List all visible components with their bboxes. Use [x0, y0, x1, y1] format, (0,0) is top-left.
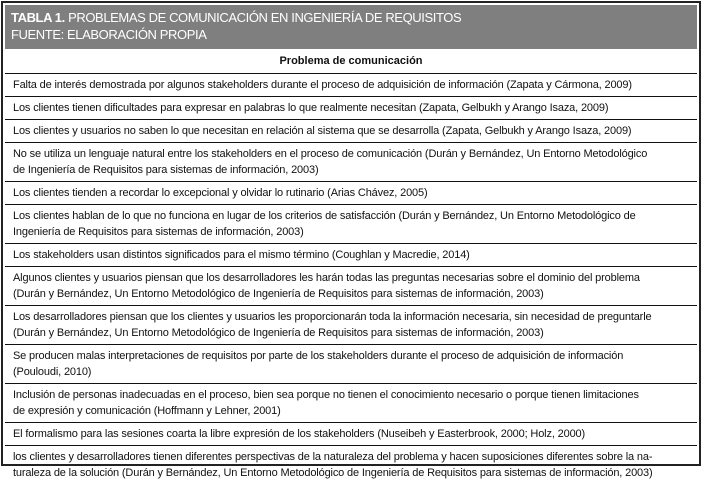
caption-title: PROBLEMAS DE COMUNICACIÓN EN INGENIERÍA DE REQUISITOS	[64, 10, 462, 25]
table-row	[5, 97, 697, 120]
row-text-line: Inclusión de personas inadecuadas en el proceso, bien sea porque no tienen el conocimiento necesario o porque tienen limitaciones	[13, 389, 639, 401]
row-text-line: (Durán y Bernández, Un Entorno Metodológico de Ingeniería de Requisitos para sistemas de información, 2003)	[13, 288, 544, 300]
table-row	[5, 205, 697, 244]
communication-problems-table	[5, 49, 697, 484]
row-text-line: Los clientes tienen dificultades para expresar en palabras lo que realmente necesitan (Zapata, Gelbukh y Arango Isaza, 2009)	[13, 102, 609, 114]
row-text-line: No se utiliza un lenguaje natural entre los stakeholders en el proceso de comunicación (Durán y Bernández, Un Entorno Metodológico	[13, 148, 648, 160]
row-text-line: Los clientes tienden a recordar lo excepcional y olvidar lo rutinario (Arias Chávez, 2005)	[13, 187, 428, 199]
table-row	[5, 267, 697, 306]
table-row	[5, 182, 697, 205]
row-text-line: Se producen malas interpretaciones de requisitos por parte de los stakeholders durante el proceso de adquisición de información	[13, 350, 624, 362]
caption-source: FUENTE: ELABORACIÓN PROPIA	[11, 27, 207, 42]
table-row	[5, 120, 697, 143]
row-text-line: Los stakeholders usan distintos significados para el mismo término (Coughlan y Macredie, 2014)	[13, 249, 470, 261]
table-row	[5, 306, 697, 345]
row-text-line: Ingeniería de Requisitos para sistemas de información, 2003)	[13, 226, 304, 238]
caption-label: TABLA 1.	[11, 10, 65, 25]
row-text-line: (Pouloudi, 2010)	[13, 366, 92, 378]
row-text-line: El formalismo para las sesiones coarta la libre expresión de los stakeholders (Nuseibeh y Easterbrook, 2000; Holz, 2000)	[13, 428, 586, 440]
table-row	[5, 423, 697, 446]
row-text-line: Los clientes hablan de lo que no funciona en lugar de los criterios de satisfacción (Durán y Bernández, Un Entorno Metodológico de	[13, 210, 636, 222]
table-row	[5, 345, 697, 384]
column-header: Problema de comunicación	[5, 49, 697, 74]
table-row	[5, 143, 697, 182]
row-text-line: Falta de interés demostrada por algunos stakeholders durante el proceso de adquisición de información (Zapata y Cármona, 2009)	[13, 79, 632, 91]
row-text-line: de Ingeniería de Requisitos para sistemas de información, 2003)	[13, 164, 319, 176]
row-text-line: Algunos clientes y usuarios piensan que los desarrolladores les harán todas las preguntas necesarias sobre el dominio del problema	[13, 272, 640, 284]
row-text-line: Los clientes y usuarios no saben lo que necesitan en relación al sistema que se desarrolla (Zapata, Gelbukh y Arango Isaza, 2009)	[13, 125, 632, 137]
table-frame	[1, 1, 701, 479]
table-row	[5, 74, 697, 97]
caption-title-line	[11, 9, 697, 26]
table-row	[5, 244, 697, 267]
row-text-line: turaleza de la solución (Durán y Bernández, Un Entorno Metodológico de Ingeniería de Requisitos para sistemas de información, 2003)	[13, 467, 653, 479]
row-text-line: de expresión y comunicación (Hoffmann y Lehner, 2001)	[13, 405, 281, 417]
table-caption	[5, 5, 697, 49]
table-row	[5, 384, 697, 423]
table-row	[5, 446, 697, 484]
row-text-line: los clientes y desarrolladores tienen diferentes perspectivas de la naturaleza del problema y hacen suposiciones diferentes sobre la na-	[13, 451, 653, 463]
row-text-line: Los desarrolladores piensan que los clientes y usuarios les proporcionarán toda la información necesaria, sin necesidad de preguntarle	[13, 311, 652, 323]
row-text-line: (Durán y Bernández, Un Entorno Metodológico de Ingeniería de Requisitos para sistemas de información, 2003)	[13, 327, 544, 339]
